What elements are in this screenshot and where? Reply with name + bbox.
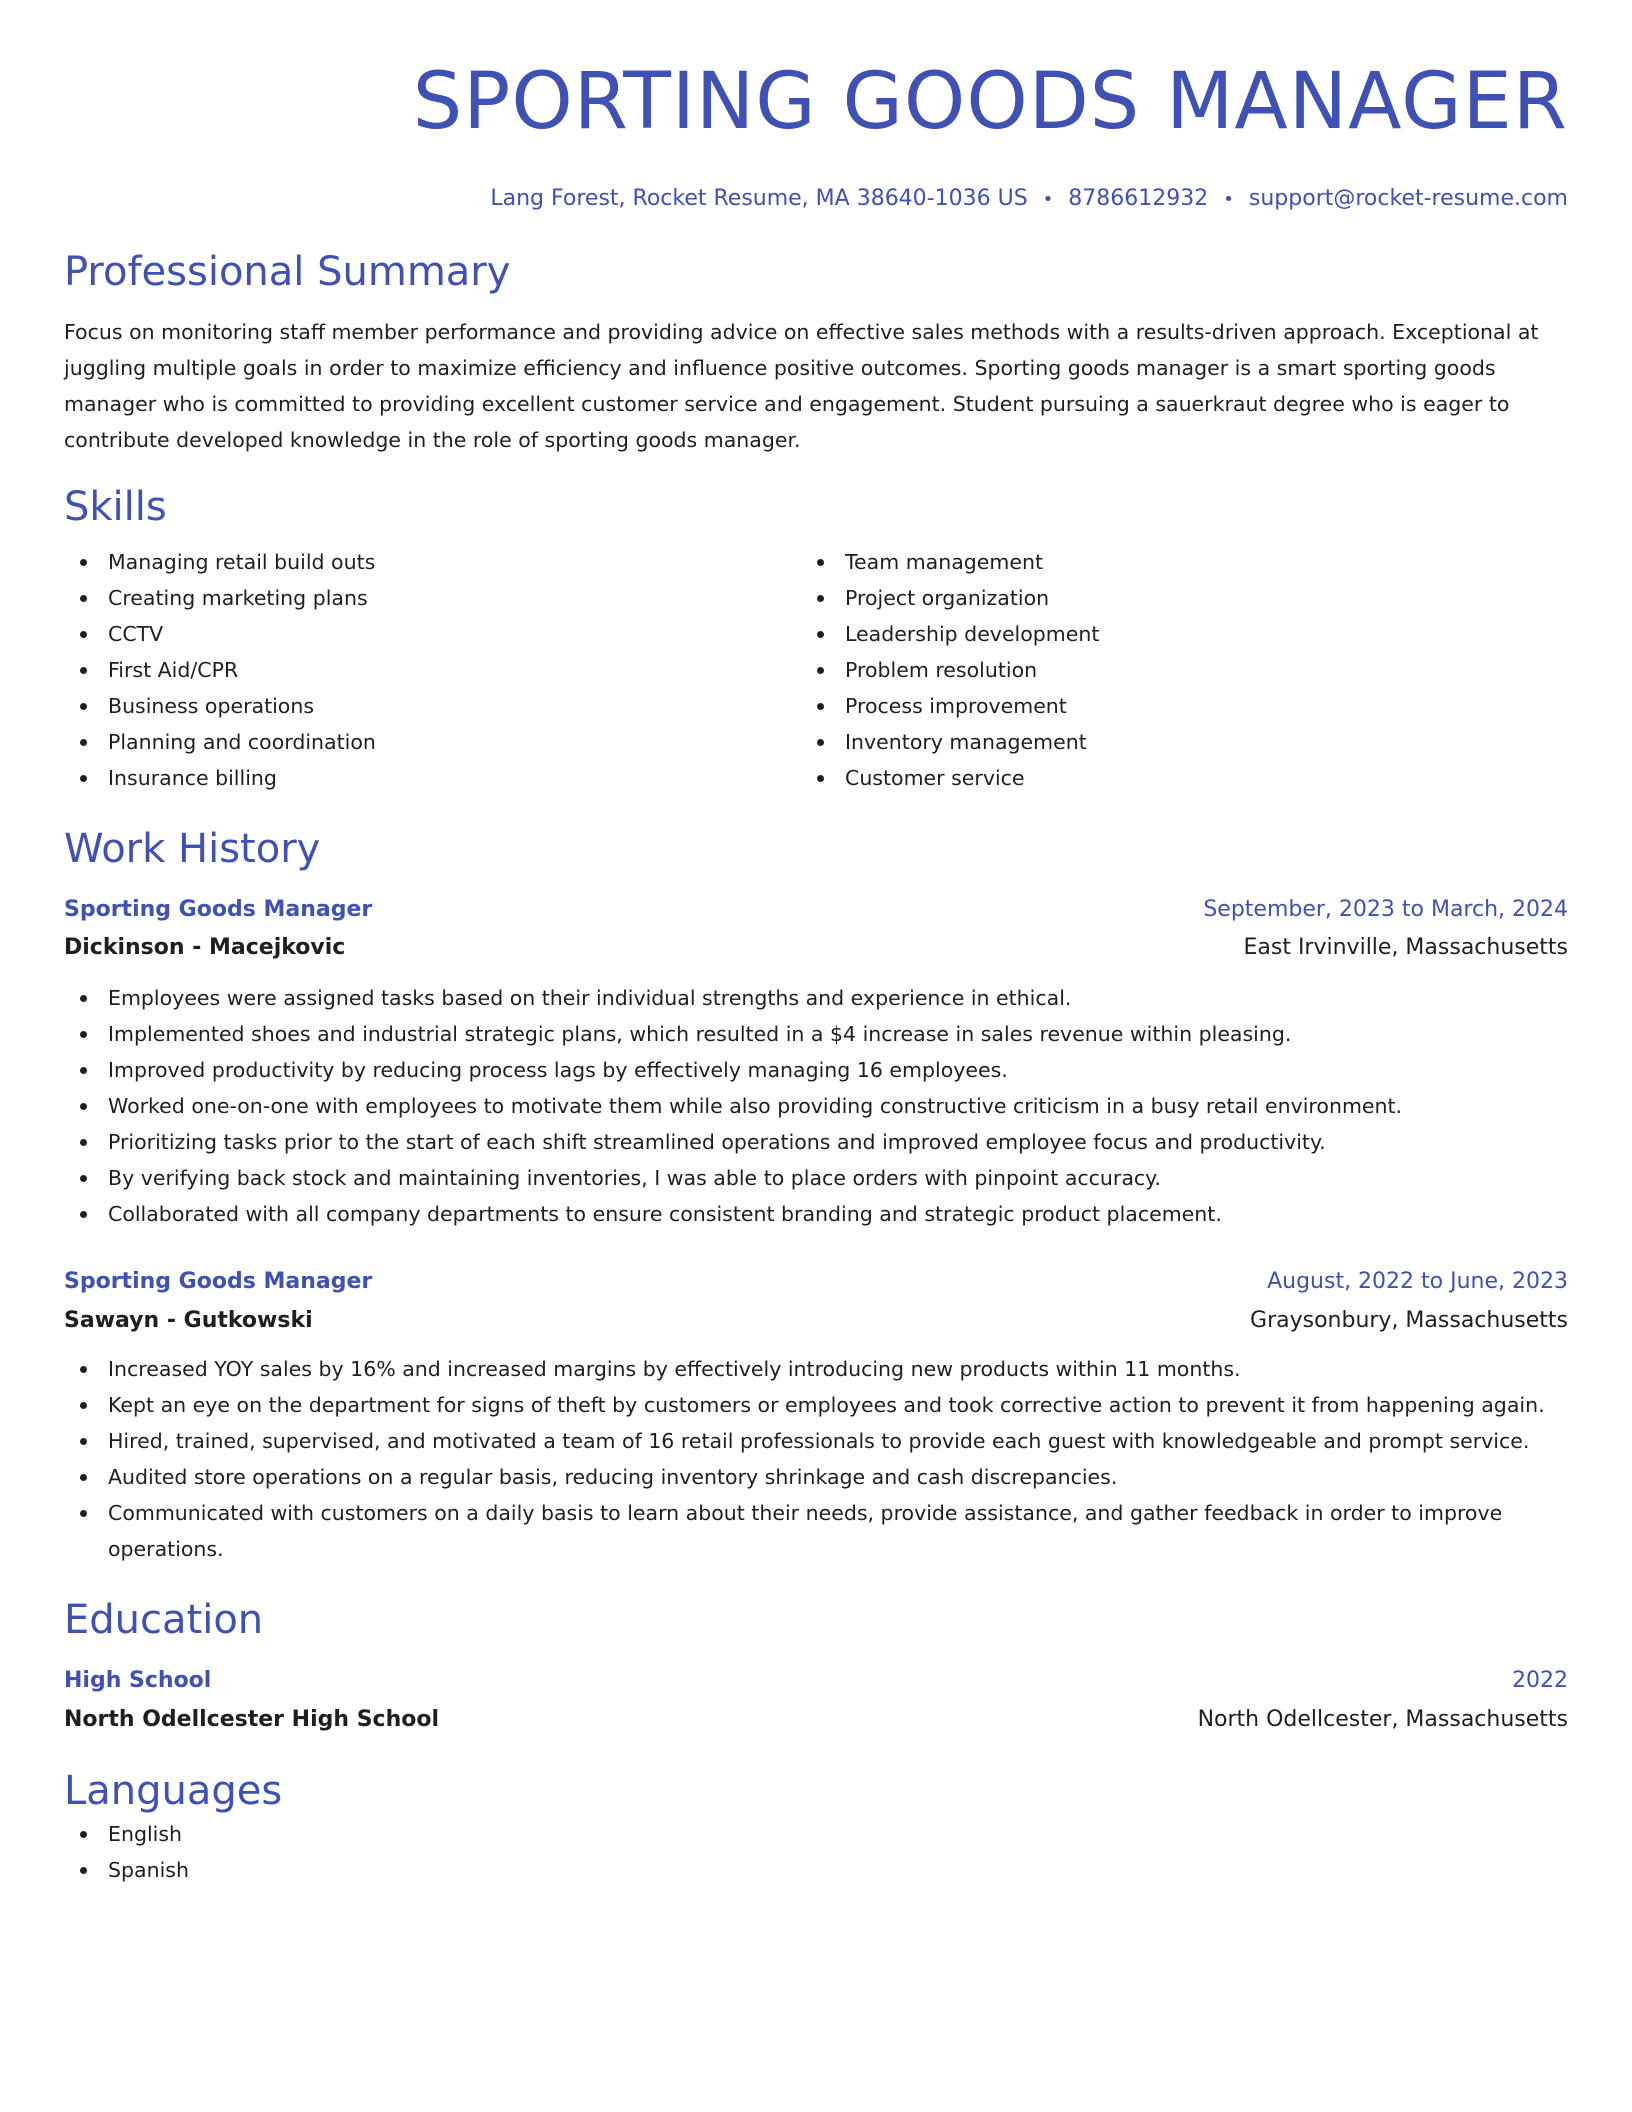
skill-item: First Aid/CPR [64,652,801,688]
summary-heading: Professional Summary [64,249,511,295]
skills-list-left [64,544,801,796]
job-title: Sporting Goods Manager [64,897,373,922]
contact-address: Lang Forest, Rocket Resume, MA 38640-1036 US [490,186,1028,211]
job-title: Sporting Goods Manager [64,1269,373,1294]
responsibility-item: By verifying back stock and maintaining inventories, I was able to place orders with pinpoint accuracy. [64,1160,1568,1196]
job-location: East Irvinville, Massachusetts [1243,935,1568,960]
responsibility-item: Increased YOY sales by 16% and increased margins by effectively introducing new products within 11 months. [64,1351,1568,1387]
candidate-name: SPORTING GOODS MANAGER [412,57,1568,147]
languages-heading: Languages [64,1768,283,1814]
job-dates: September, 2023 to March, 2024 [1203,897,1568,922]
summary-text: Focus on monitoring staff member performance and providing advice on effective sales methods with a results-driven approach. Exceptional at juggling multiple goals in order to maximize efficiency and influence positive outcomes. Sporting goods manager is a smart sporting goods manager who is committed to providing excellent customer service and engagement. Student pursuing a sauerkraut degree who is eager to contribute developed knowledge in the role of sporting goods manager. [64,320,1539,452]
skill-item: Inventory management [801,724,1538,760]
job-dates: August, 2022 to June, 2023 [1267,1269,1568,1294]
skill-item: Creating marketing plans [64,580,801,616]
languages-list [64,1816,1568,1888]
work-history-section [64,824,1568,1567]
skill-item: Managing retail build outs [64,544,801,580]
responsibility-item: Worked one-on-one with employees to motivate them while also providing constructive criticism in a busy retail environment. [64,1088,1568,1124]
skills-section [64,482,1568,796]
language-item: Spanish [64,1852,1568,1888]
responsibility-item: Prioritizing tasks prior to the start of each shift streamlined operations and improved employee focus and productivity. [64,1124,1568,1160]
summary-section [64,247,1568,458]
job-employer-row [64,1305,1568,1337]
responsibility-item: Kept an eye on the department for signs of theft by customers or employees and took corrective action to prevent it from happening again. [64,1387,1568,1423]
responsibility-item: Audited store operations on a regular basis, reducing inventory shrinkage and cash discrepancies. [64,1459,1568,1495]
skill-item: Team management [801,544,1538,580]
job-entry [64,1266,1568,1567]
skill-item: Project organization [801,580,1538,616]
job-employer-row [64,932,1568,964]
responsibility-item: Hired, trained, supervised, and motivated a team of 16 retail professionals to provide each guest with knowledgeable and prompt service. [64,1423,1568,1459]
education-degree: High School [64,1668,212,1693]
skill-item: Process improvement [801,688,1538,724]
job-header-row [64,1266,1568,1298]
responsibility-item: Collaborated with all company departments to ensure consistent branding and strategic product placement. [64,1196,1568,1232]
education-school: North Odellcester High School [64,1707,440,1732]
skill-item: Planning and coordination [64,724,801,760]
skill-item: Business operations [64,688,801,724]
job-employer: Dickinson - Macejkovic [64,935,346,960]
contact-line [64,184,1568,215]
skills-grid [64,544,1568,796]
work-history-heading: Work History [64,826,321,872]
education-location: North Odellcester, Massachusetts [1197,1707,1568,1732]
resume-header [64,52,1568,215]
responsibility-item: Communicated with customers on a daily basis to learn about their needs, provide assistance, and gather feedback in order to improve operations. [64,1495,1568,1567]
skills-heading: Skills [64,484,167,530]
education-section [64,1595,1568,1736]
job-header-row [64,894,1568,926]
education-heading: Education [64,1597,264,1643]
education-header-row [64,1665,1568,1697]
job-responsibilities [64,1351,1568,1567]
responsibility-item: Improved productivity by reducing process lags by effectively managing 16 employees. [64,1052,1568,1088]
skill-item: CCTV [64,616,801,652]
job-entry [64,894,1568,1232]
skill-item: Customer service [801,760,1538,796]
education-school-row [64,1704,1568,1736]
contact-separator: • [1042,189,1054,210]
skill-item: Leadership development [801,616,1538,652]
skill-item: Insurance billing [64,760,801,796]
skill-item: Problem resolution [801,652,1538,688]
job-responsibilities [64,980,1568,1232]
contact-separator: • [1223,189,1234,210]
language-item: English [64,1816,1568,1852]
responsibility-item: Implemented shoes and industrial strategic plans, which resulted in a $4 increase in sales revenue within pleasing. [64,1016,1568,1052]
contact-phone: 8786612932 [1068,186,1209,211]
contact-email: support@rocket-resume.com [1248,186,1568,211]
job-location: Graysonbury, Massachusetts [1250,1308,1568,1333]
skills-list-right [801,544,1538,796]
education-entry [64,1665,1568,1736]
education-year: 2022 [1512,1668,1568,1693]
languages-section [64,1766,1568,1888]
responsibility-item: Employees were assigned tasks based on their individual strengths and experience in ethical. [64,980,1568,1016]
job-employer: Sawayn - Gutkowski [64,1308,313,1333]
